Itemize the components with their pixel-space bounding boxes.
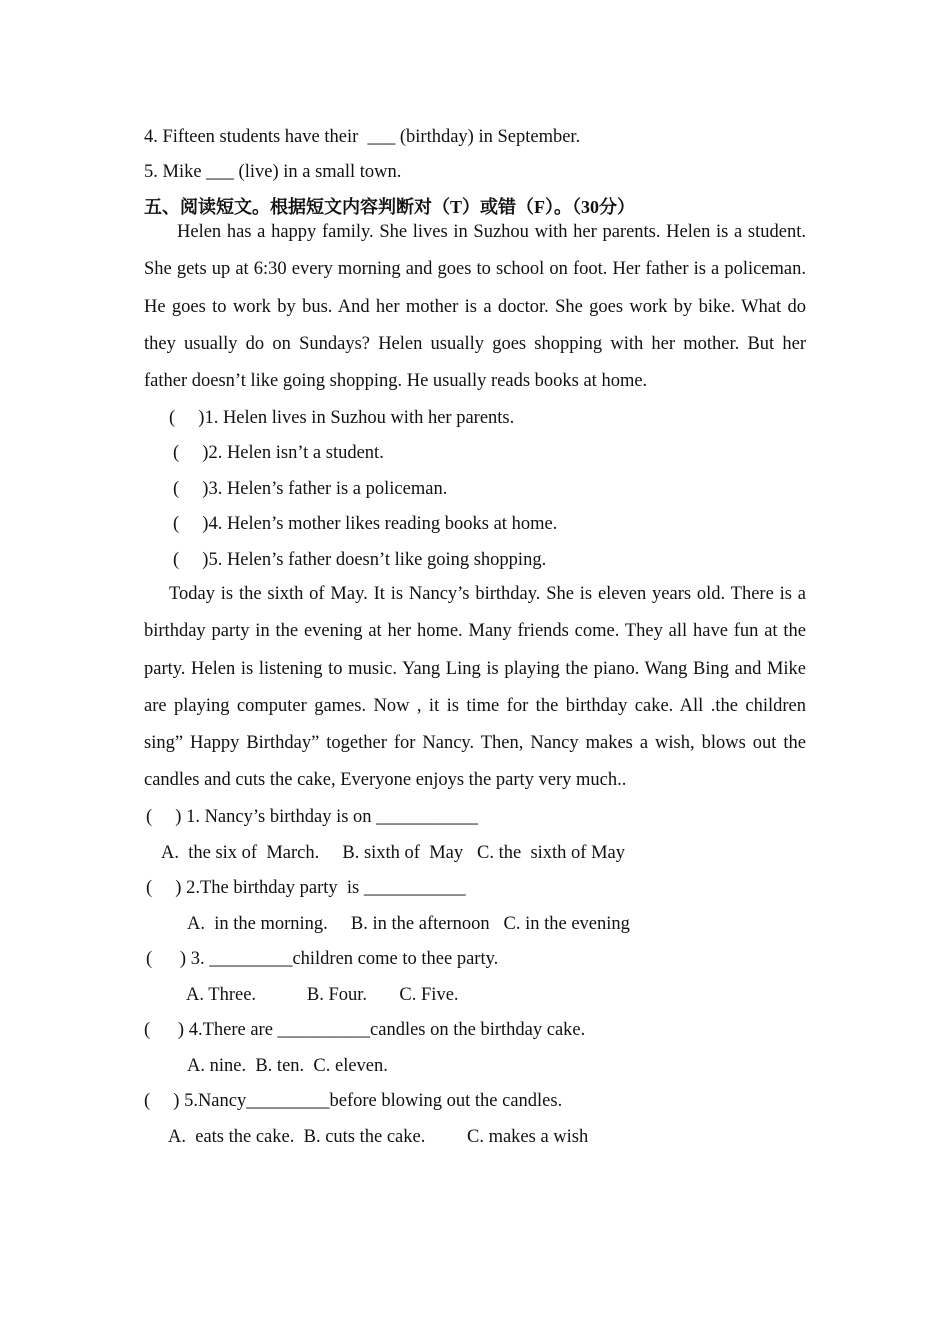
mc-options-4: A. nine. B. ten. C. eleven.: [187, 1056, 388, 1076]
section-heading: 五、阅读短文。根据短文内容判断对（T）或错（F）。（30分）: [144, 197, 635, 217]
mc-question-5: ( ) 5.Nancy_________before blowing out the candles.: [144, 1091, 563, 1111]
fill-in-item-4: 4. Fifteen students have their ___ (birthday) in September.: [144, 127, 581, 147]
reading-passage-1: Helen has a happy family. She lives in Suzhou with her parents. Helen is a student. She gets up at 6:30 every morning and goes to school on foot. Her father is a policeman. He goes to work by bus. And her mother is a doctor. She goes work by bike. What do they usually do on Sundays? Helen usually goes shopping with her mother. But her father doesn’t like going shopping. He usually reads books at home.: [144, 222, 806, 392]
reading-passage-2: Today is the sixth of May. It is Nancy’s birthday. She is eleven years old. There is a birthday party in the evening at her home. Many friends come. They all have fun at the party. Helen is listening to music. Yang Ling is playing the piano. Wang Bing and Mike are playing computer games. Now , it is time for the birthday cake. All .the children sing” Happy Birthday” together for Nancy. Then, Nancy makes a wish, blows out the candles and cuts the cake, Everyone enjoys the party very much..: [144, 584, 806, 791]
mc-options-3: A. Three. B. Four. C. Five.: [186, 985, 459, 1005]
mc-question-4: ( ) 4.There are __________candles on the birthday cake.: [144, 1020, 586, 1040]
mc-options-2: A. in the morning. B. in the afternoon C. in the evening: [187, 914, 630, 934]
tf-question-2: ( )2. Helen isn’t a student.: [173, 443, 384, 463]
tf-question-4: ( )4. Helen’s mother likes reading books at home.: [173, 514, 558, 534]
mc-question-2: ( ) 2.The birthday party is ___________: [146, 878, 466, 898]
tf-question-3: ( )3. Helen’s father is a policeman.: [173, 479, 448, 499]
mc-options-1: A. the six of March. B. sixth of May C. the sixth of May: [161, 843, 625, 863]
mc-options-5: A. eats the cake. B. cuts the cake. C. makes a wish: [168, 1127, 589, 1147]
tf-question-1: ( )1. Helen lives in Suzhou with her parents.: [169, 408, 515, 428]
mc-question-1: ( ) 1. Nancy’s birthday is on ___________: [146, 807, 478, 827]
tf-question-5: ( )5. Helen’s father doesn’t like going shopping.: [173, 550, 547, 570]
mc-question-3: ( ) 3. _________children come to thee party.: [146, 949, 499, 969]
fill-in-item-5: 5. Mike ___ (live) in a small town.: [144, 162, 402, 182]
